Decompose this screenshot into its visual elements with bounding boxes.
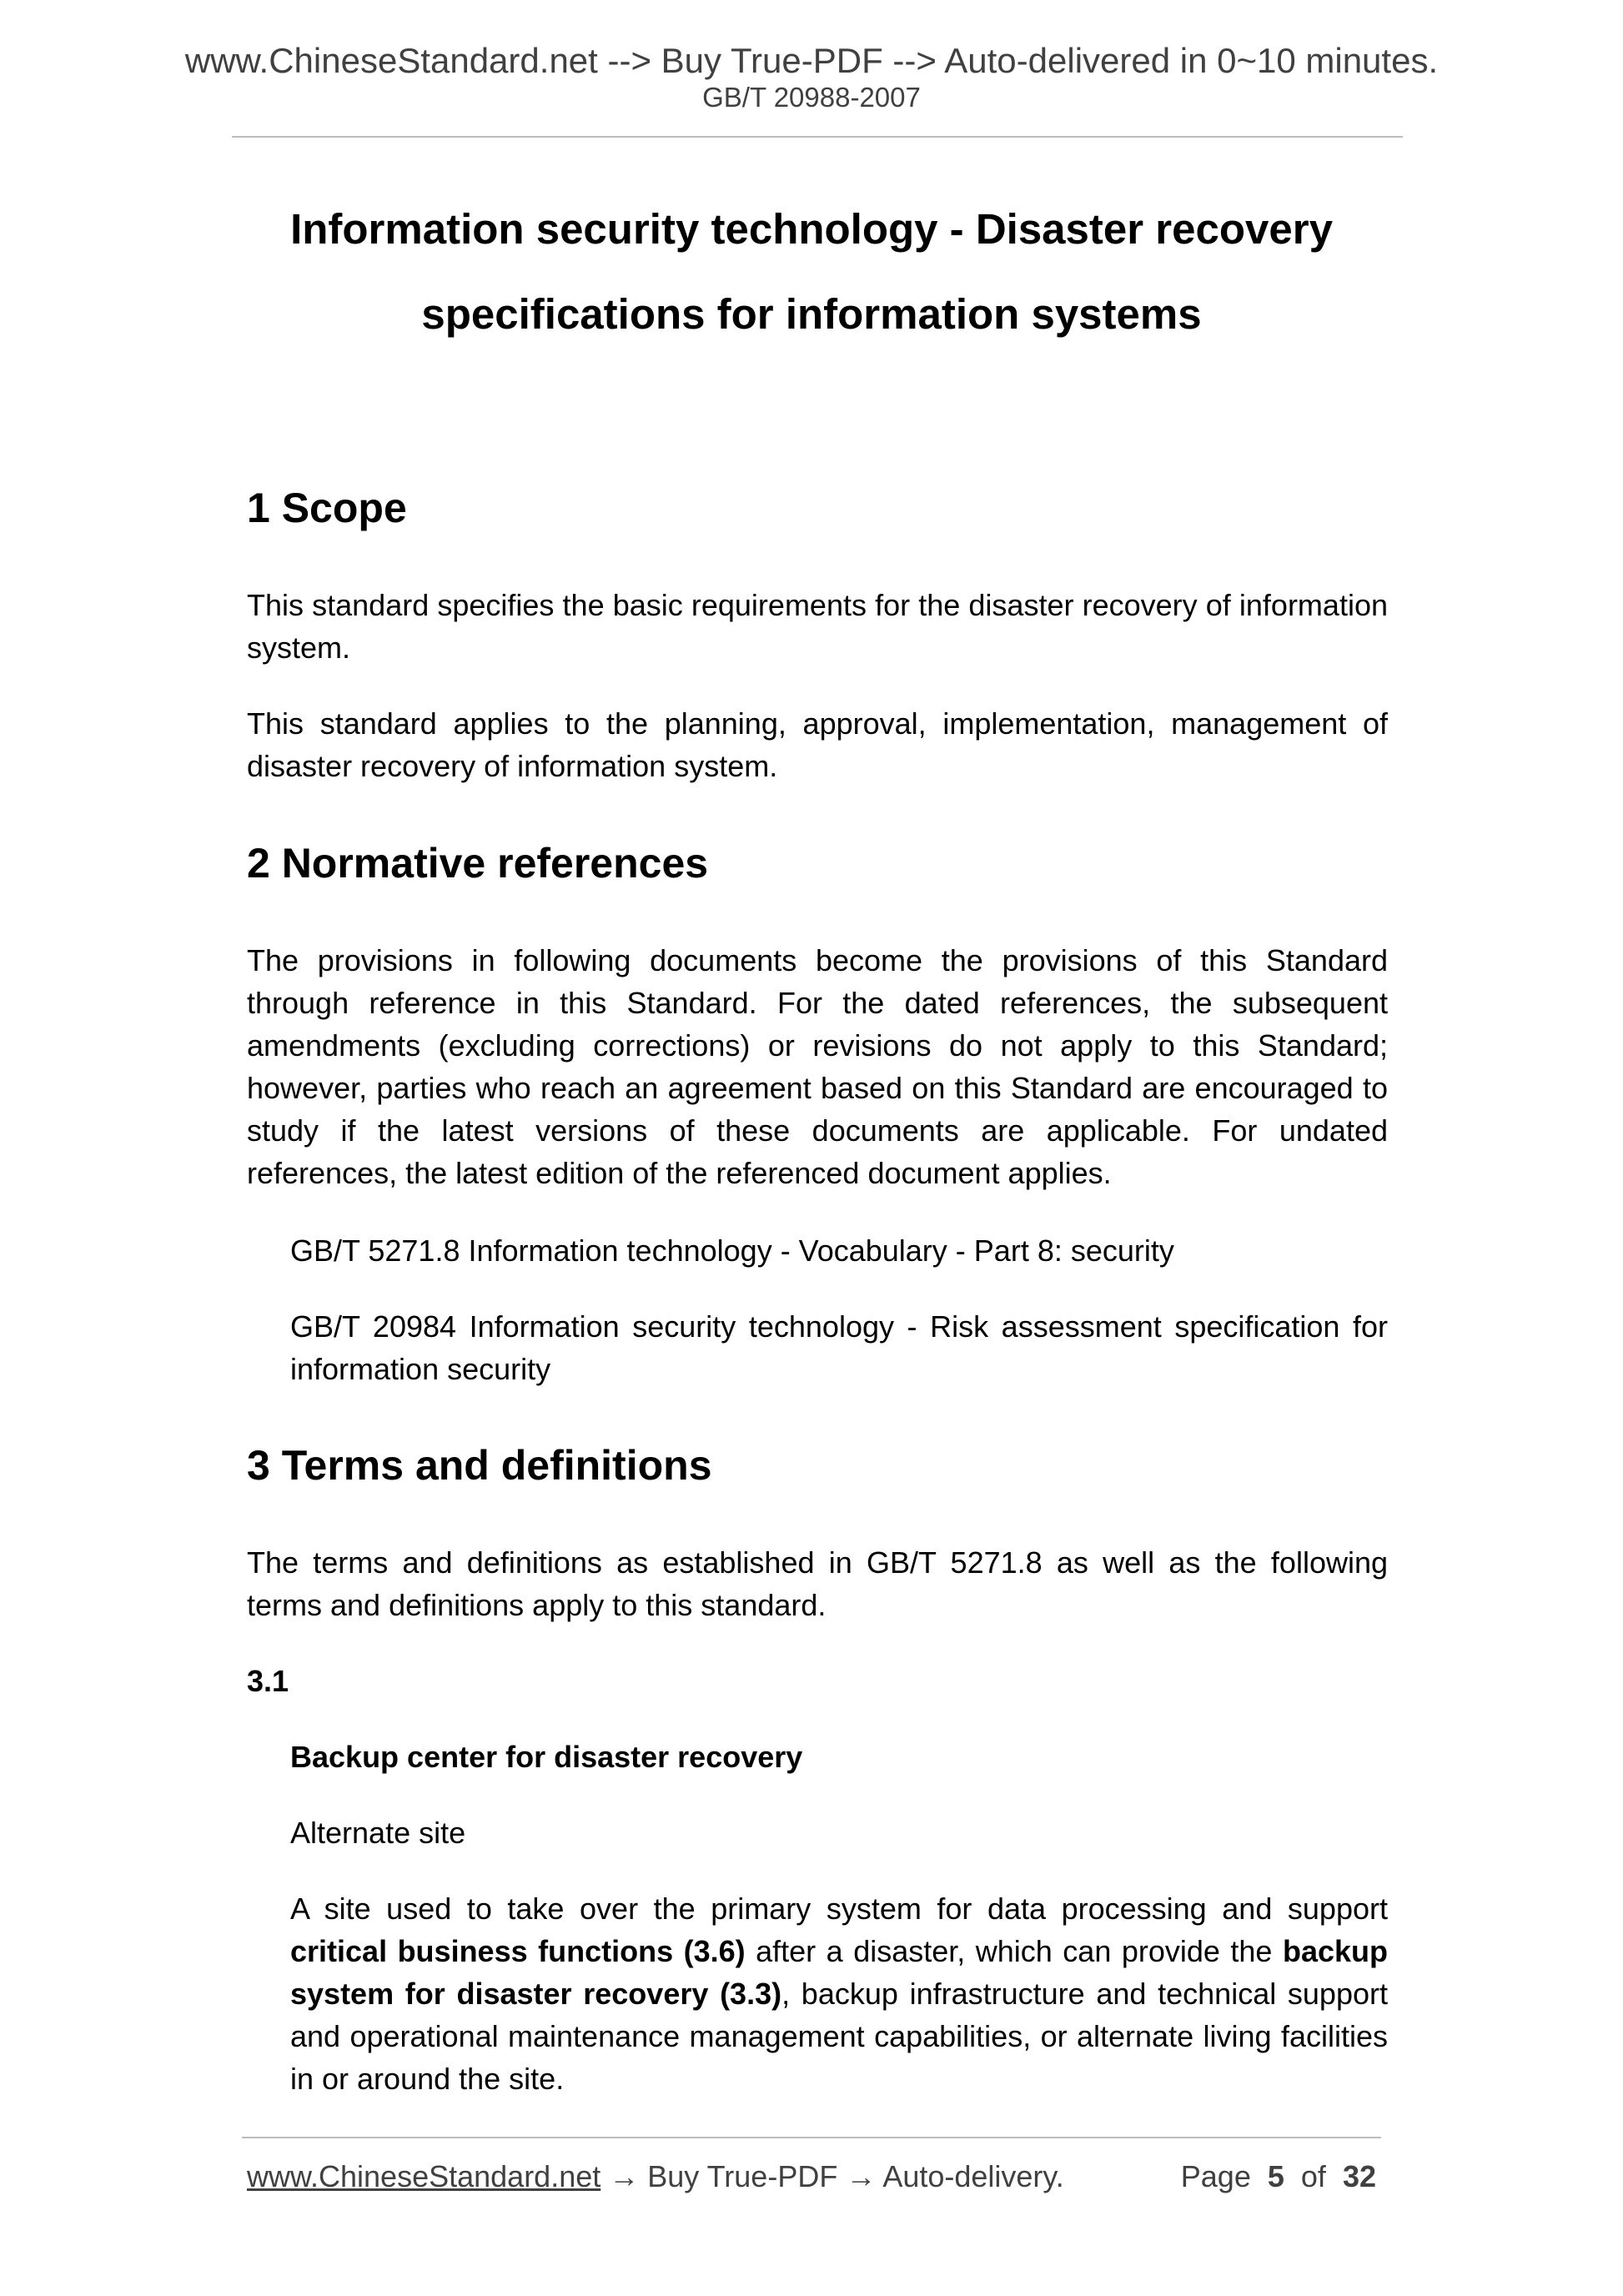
footer-delivery-text: → Buy True-PDF → Auto-delivery. <box>600 2159 1064 2193</box>
definition-text-1: A site used to take over the primary system for data processing and support <box>290 1892 1388 1926</box>
section-heading-scope: 1 Scope <box>247 485 407 531</box>
term-title: Backup center for disaster recovery <box>290 1740 803 1774</box>
header-banner: www.ChineseStandard.net --> Buy True-PDF --> Auto-delivered in 0~10 minutes. <box>184 41 1439 80</box>
definition-ref-critical-business-functions: critical business functions (3.6) <box>290 1934 746 1968</box>
title-line-2: specifications for information systems <box>421 290 1202 338</box>
reference-item-2: GB/T 20984 Information security technology - Risk assessment specification for information security <box>290 1309 1388 1386</box>
definition-text-2: after a disaster, which can provide the <box>745 1934 1283 1968</box>
document-id: GB/T 20988-2007 <box>702 82 921 113</box>
of-label: of <box>1300 2159 1326 2193</box>
page-number <box>1180 2159 1376 2193</box>
total-pages: 32 <box>1342 2159 1376 2193</box>
scope-paragraph-2: This standard applies to the planning, approval, implementation, management of disaster recovery of information system. <box>247 706 1388 783</box>
section-heading-normative-references: 2 Normative references <box>247 840 709 887</box>
terms-paragraph: The terms and definitions as established in GB/T 5271.8 as well as the following terms and definitions apply to this standard. <box>247 1545 1388 1622</box>
reference-item-1: GB/T 5271.8 Information technology - Vocabulary - Part 8: security <box>290 1233 1174 1268</box>
term-number: 3.1 <box>247 1664 289 1698</box>
definition-text-3: , backup infrastructure and technical support and operational maintenance management capabilities, or alternate living facilities in or around the site. <box>290 1977 1388 2096</box>
header-divider <box>232 136 1403 138</box>
footer-divider <box>242 2137 1381 2138</box>
footer-links <box>247 2159 1064 2193</box>
current-page: 5 <box>1267 2159 1284 2193</box>
page-label: Page <box>1180 2159 1251 2193</box>
term-definition <box>290 1887 1388 2100</box>
definition-ref-backup-system: backup system for disaster recovery (3.3) <box>290 1934 1389 2011</box>
scope-paragraph-1: This standard specifies the basic requirements for the disaster recovery of information system. <box>247 588 1388 665</box>
page-title <box>209 187 1414 357</box>
section-heading-terms: 3 Terms and definitions <box>247 1442 712 1489</box>
normative-paragraph: The provisions in following documents become the provisions of this Standard through reference in this Standard. For the dated references, the subsequent amendments (excluding corrections) or revisions do not apply to this Standard; however, parties who reach an agreement based on this Standard are encouraged to study if the latest versions of these documents are applicable. For undated references, the latest edition of the referenced document applies. <box>247 943 1388 1190</box>
term-alternate-name: Alternate site <box>290 1816 466 1850</box>
title-line-1: Information security technology - Disaster recovery <box>290 205 1333 253</box>
footer-site-link[interactable]: www.ChineseStandard.net <box>247 2159 601 2193</box>
